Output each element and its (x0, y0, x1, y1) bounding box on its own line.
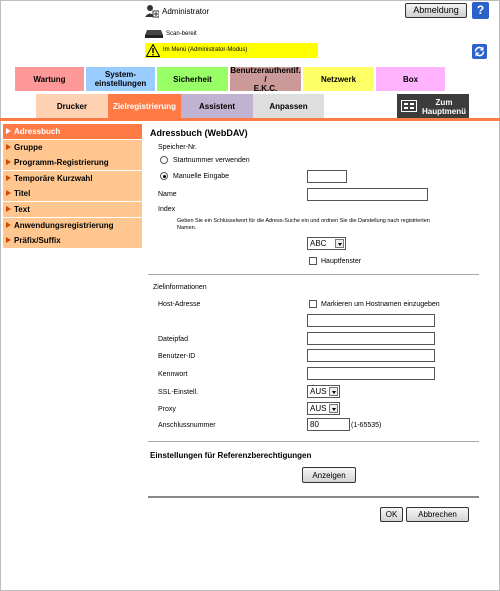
divider (148, 441, 479, 442)
administrator-icon (145, 4, 159, 18)
form-title: Adressbuch (WebDAV) (150, 128, 248, 138)
index-select-value: ABC (310, 239, 327, 248)
ok-button[interactable]: OK (380, 507, 403, 522)
menu-icon (401, 100, 417, 112)
radio-start-label: Startnummer verwenden (173, 157, 250, 164)
arrow-right-icon (6, 190, 11, 196)
sidebar-item-label: Text (14, 205, 30, 214)
index-label: Index (158, 206, 176, 213)
ssl-select-value: AUS (310, 387, 327, 396)
port-label: Anschlussnummer (158, 422, 216, 429)
sidebar-item-label: Anwendungsregistrierung (14, 221, 114, 230)
sidebar-item-3[interactable] (3, 171, 142, 186)
tab-benutzerauthentif[interactable]: Benutzerauthentif. / E.K.C. (230, 65, 301, 93)
scanner-icon (145, 27, 163, 38)
anzeigen-button[interactable]: Anzeigen (302, 467, 356, 483)
sidebar-item-1[interactable] (3, 140, 142, 155)
hostname-checkbox[interactable] (309, 300, 317, 308)
arrow-right-icon (6, 222, 11, 228)
zielinfo-label: Zielinformationen (153, 284, 207, 291)
ref-label: Einstellungen für Referenzberechtigungen (150, 451, 312, 460)
dateipfad-label: Dateipfad (158, 336, 188, 343)
subtab-assistent[interactable]: Assistent (181, 94, 253, 119)
subtab-anpassen[interactable]: Anpassen (253, 94, 324, 119)
benutzer-input[interactable] (307, 349, 435, 362)
radio-manual-label: Manuelle Eingabe (173, 173, 230, 180)
kennwort-label: Kennwort (158, 371, 188, 378)
user-label: Administrator (162, 7, 210, 16)
refresh-button[interactable] (472, 44, 487, 59)
name-input[interactable] (307, 188, 428, 201)
divider (148, 274, 479, 275)
proxy-select[interactable] (307, 402, 340, 415)
main-window-checkbox[interactable] (309, 257, 317, 265)
port-input[interactable] (307, 418, 350, 431)
host-input[interactable] (307, 314, 435, 327)
radio-start-number[interactable] (160, 156, 168, 164)
ssl-label: SSL-Einstell. (158, 389, 199, 396)
index-select[interactable] (307, 237, 346, 250)
sidebar-item-7[interactable] (3, 233, 142, 248)
tab-box[interactable]: Box (375, 66, 446, 92)
sidebar-item-0[interactable] (3, 124, 142, 139)
port-range: (1-65535) (351, 422, 382, 429)
cancel-button[interactable]: Abbrechen (406, 507, 469, 522)
chevron-down-icon (329, 387, 338, 396)
sidebar-item-label: Adressbuch (14, 127, 61, 136)
speicher-label: Speicher-Nr. (158, 144, 197, 151)
divider (148, 496, 479, 498)
dateipfad-input[interactable] (307, 332, 435, 345)
subtab-drucker[interactable]: Drucker (36, 94, 108, 119)
index-help: Geben Sie ein Schlüsselwort für die Adress-Suche ein und ordnen Sie die Darstellung nach registrierten Namen. (177, 218, 430, 231)
proxy-select-value: AUS (310, 404, 327, 413)
refresh-icon (472, 44, 487, 59)
sidebar-item-6[interactable] (3, 218, 142, 233)
ssl-select[interactable] (307, 385, 340, 398)
help-button[interactable]: ? (472, 2, 489, 19)
status-label: Scan-bereit (166, 31, 197, 37)
subtab-hauptmenu[interactable] (397, 94, 469, 119)
main-window-label: Hauptfenster (321, 258, 362, 265)
sidebar-item-label: Titel (14, 189, 31, 198)
tab-sicherheit[interactable]: Sicherheit (156, 66, 229, 92)
hostname-checkbox-label: Markieren um Hostnamen einzugeben (321, 301, 440, 308)
proxy-label: Proxy (158, 406, 176, 413)
sidebar-item-label: Programm-Registrierung (14, 158, 109, 167)
host-label: Host-Adresse (158, 301, 201, 308)
radio-manual-entry[interactable] (160, 172, 168, 180)
arrow-right-icon (6, 175, 11, 181)
arrow-right-icon (6, 206, 11, 212)
kennwort-input[interactable] (307, 367, 435, 380)
arrow-right-icon (6, 144, 11, 150)
chevron-down-icon (335, 239, 344, 248)
sidebar-item-label: Gruppe (14, 143, 43, 152)
benutzer-label: Benutzer-ID (158, 353, 196, 360)
sidebar-item-5[interactable] (3, 202, 142, 217)
sidebar-item-label: Temporäre Kurzwahl (14, 174, 93, 183)
name-label: Name (158, 191, 177, 198)
sidebar-item-label: Präfix/Suffix (14, 236, 61, 245)
manual-number-input[interactable] (307, 170, 347, 183)
sidebar-item-4[interactable] (3, 186, 142, 201)
sidebar-item-2[interactable] (3, 155, 142, 170)
logout-button[interactable]: Abmeldung (405, 3, 467, 18)
chevron-down-icon (329, 404, 338, 413)
arrow-right-icon (6, 128, 11, 134)
tab-wartung[interactable]: Wartung (14, 66, 85, 92)
warning-icon (146, 44, 160, 57)
tab-netzwerk[interactable]: Netzwerk (302, 66, 375, 92)
tab-systemeinstellungen[interactable]: System- einstellungen (85, 66, 156, 92)
subtab-hauptmenu-label: Zum Hauptmenü (422, 98, 466, 116)
arrow-right-icon (6, 159, 11, 165)
mode-label: Im Menü (Administrator-Modus) (163, 47, 248, 53)
arrow-right-icon (6, 237, 11, 243)
tab-separator (0, 118, 500, 121)
subtab-zielregistrierung[interactable]: Zielregistrierung (108, 94, 181, 119)
